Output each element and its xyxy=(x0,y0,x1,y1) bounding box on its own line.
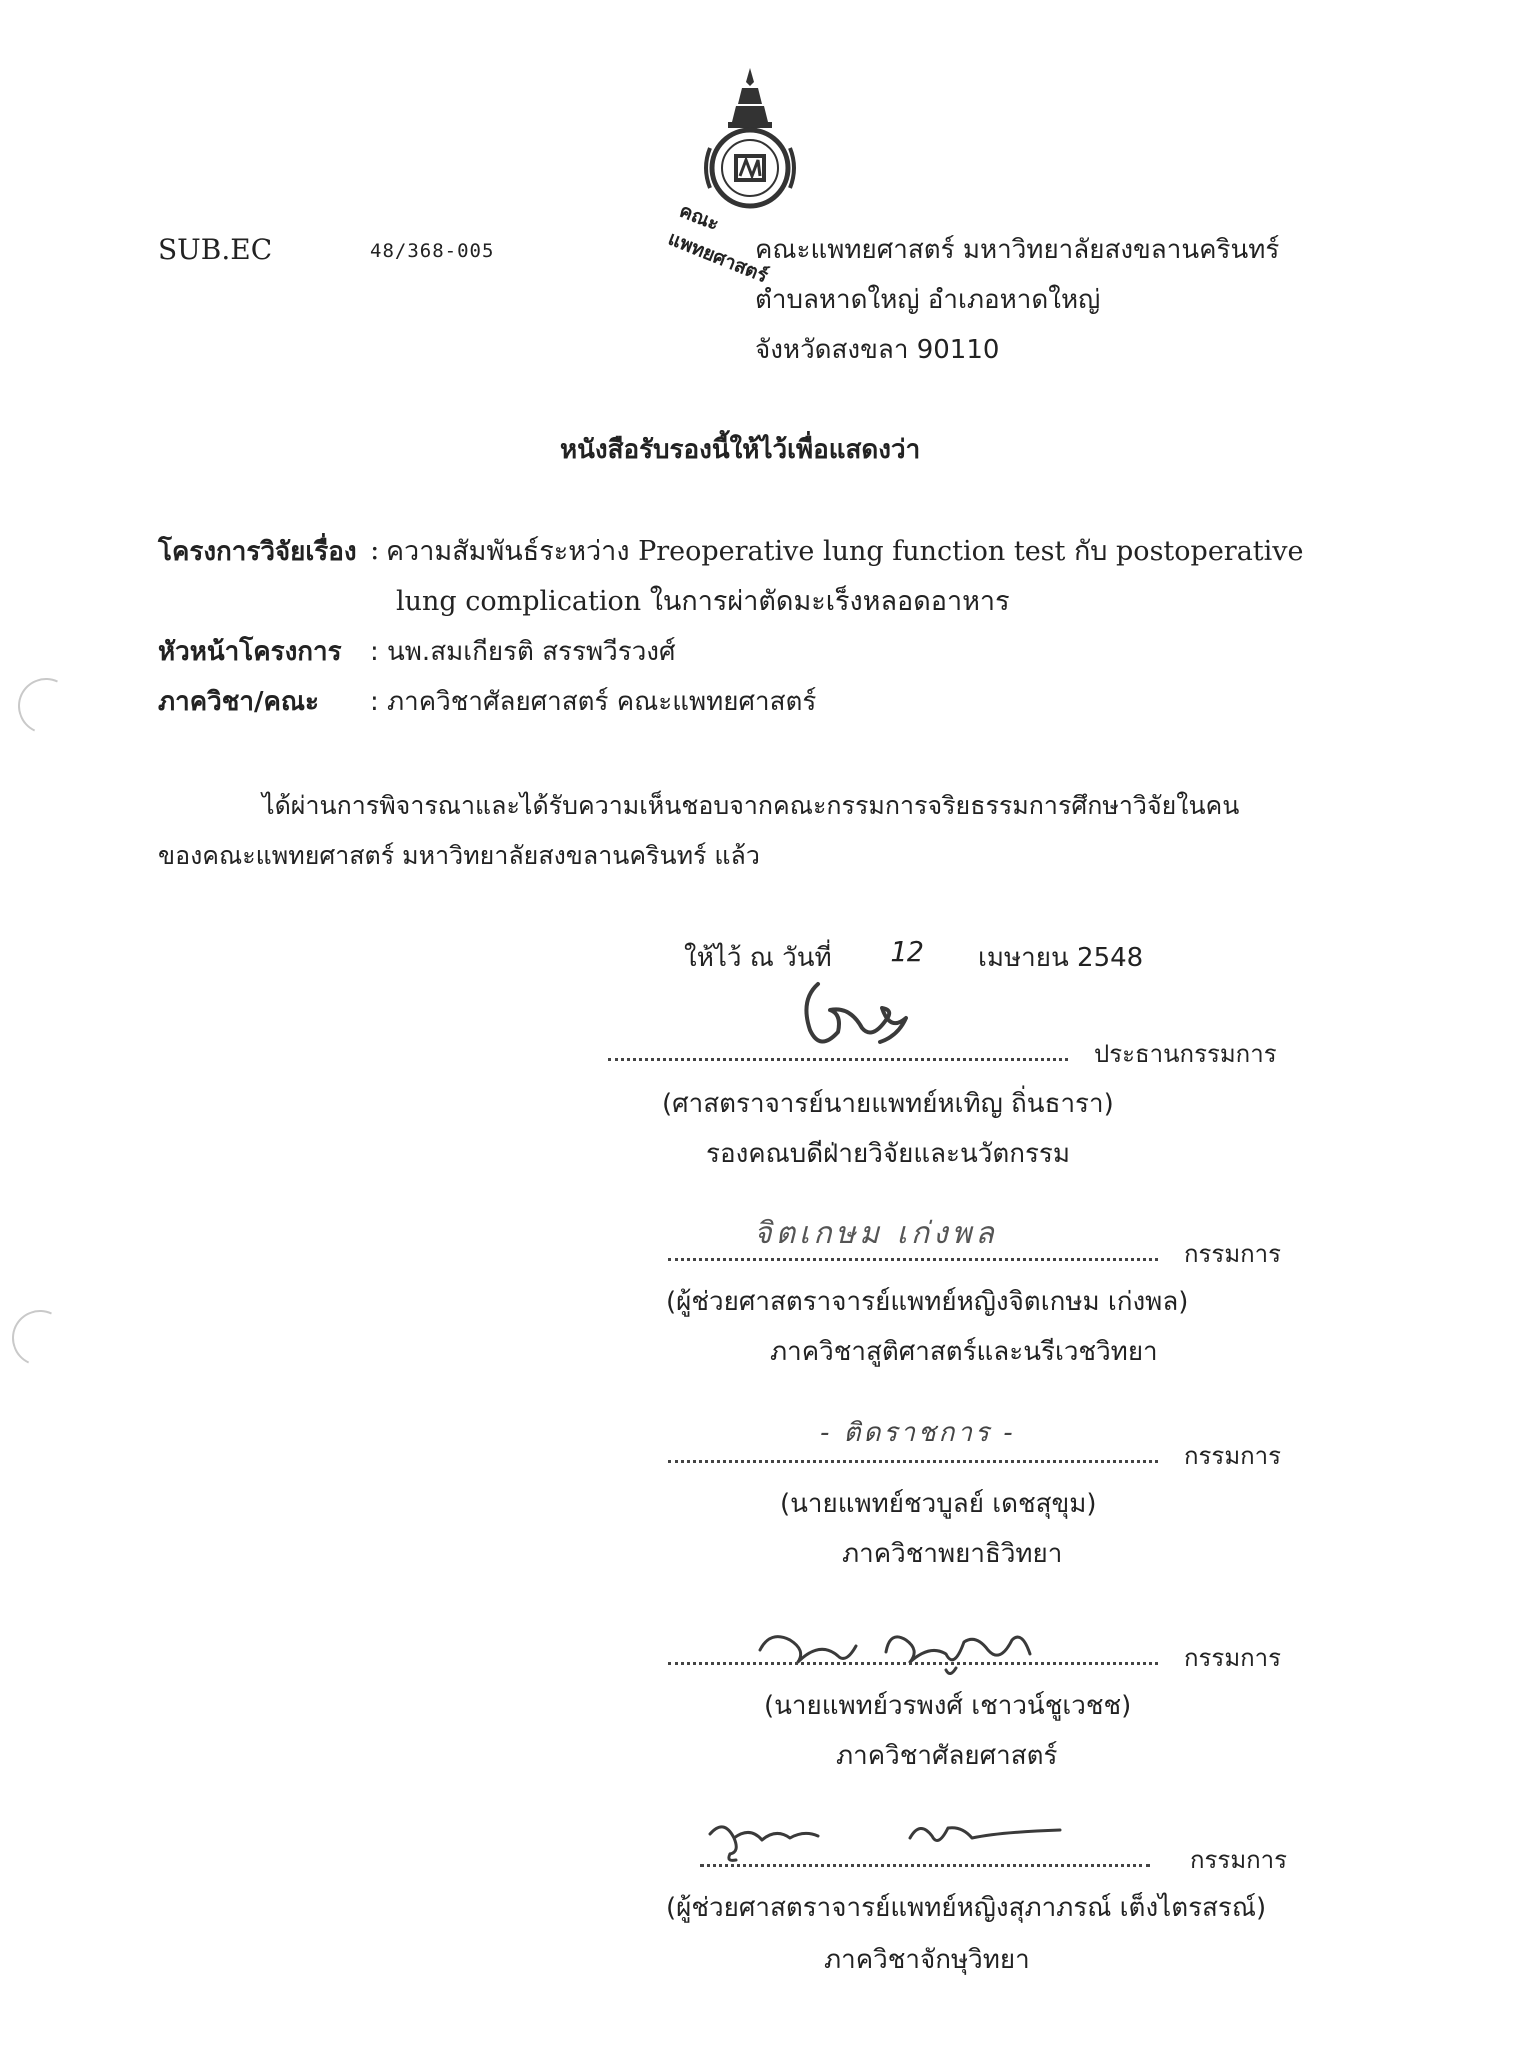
statement-line2: ของคณะแพทยศาสตร์ มหาวิทยาลัยสงขลานครินทร์ แล้ว xyxy=(158,841,760,870)
project-head-value: : นพ.สมเกียรติ สรรพวีรวงศ์ xyxy=(370,637,676,667)
signature-line xyxy=(668,1662,1158,1665)
signatory-position: ภาควิชาศัลยศาสตร์ xyxy=(836,1741,1058,1771)
document-title: หนังสือรับรองนี้ให้ไว้เพื่อแสดงว่า xyxy=(560,435,921,465)
signatory-name: (ศาสตราจารย์นายแพทย์หเทิญ ถิ่นธารา) xyxy=(662,1089,1114,1119)
project-head-label: หัวหน้าโครงการ xyxy=(158,637,342,667)
handwritten-note: - ติดราชการ - xyxy=(820,1418,1016,1448)
signatory-role: กรรมการ xyxy=(1184,1240,1282,1268)
punch-hole-mark xyxy=(10,670,82,742)
project-title-line1: ความสัมพันธ์ระหว่าง Preoperative lung function test กับ postoperative xyxy=(386,536,1304,567)
date-month-year: เมษายน 2548 xyxy=(978,943,1144,973)
handwritten-signature: จิตเกษม เก่งพล xyxy=(754,1216,998,1251)
signature-line xyxy=(668,1460,1158,1463)
date-prefix: ให้ไว้ ณ วันที่ xyxy=(684,943,832,973)
faculty-logo xyxy=(665,60,820,288)
address-block xyxy=(755,232,1279,368)
signatory-position: ภาควิชาจักษุวิทยา xyxy=(824,1945,1030,1975)
signatory-role: กรรมการ xyxy=(1184,1442,1282,1470)
project-dept-value: : ภาควิชาศัลยศาสตร์ คณะแพทยศาสตร์ xyxy=(370,687,817,717)
handwritten-signature xyxy=(750,1610,1070,1680)
signatory-name: (นายแพทย์วรพงศ์ เชาวน์ชูเวชช) xyxy=(764,1691,1132,1721)
project-title-line2: lung complication ในการผ่าตัดมะเร็งหลอดอาหาร xyxy=(396,586,1010,617)
punch-hole-mark xyxy=(4,1302,76,1374)
signatory-name: (ผู้ช่วยศาสตราจารย์แพทย์หญิงจิตเกษม เก่งพล) xyxy=(666,1287,1189,1317)
signatory-position: ภาควิชาพยาธิวิทยา xyxy=(842,1539,1063,1569)
signatory-position: ภาควิชาสูติศาสตร์และนรีเวชวิทยา xyxy=(770,1337,1158,1367)
signatory-position: รองคณบดีฝ่ายวิจัยและนวัตกรรม xyxy=(706,1139,1071,1169)
signature-line xyxy=(668,1258,1158,1261)
ref-number: 48/368-005 xyxy=(370,240,495,262)
signatory-name: (นายแพทย์ชวบูลย์ เดชสุขุม) xyxy=(780,1489,1097,1519)
project-dept-label: ภาควิชา/คณะ xyxy=(158,687,319,717)
signatory-role: กรรมการ xyxy=(1184,1644,1282,1672)
signatory-role: กรรมการ xyxy=(1190,1846,1288,1874)
address-line: คณะแพทยศาสตร์ มหาวิทยาลัยสงขลานครินทร์ xyxy=(755,235,1280,265)
handwritten-signature xyxy=(790,970,930,1060)
logo-arc-text: คณะแพทยศาสตร์ xyxy=(665,199,771,288)
address-line: จังหวัดสงขลา 90110 xyxy=(755,335,1000,365)
project-label: โครงการวิจัยเรื่อง xyxy=(158,537,357,567)
address-line: ตำบลหาดใหญ่ อำเภอหาดใหญ่ xyxy=(755,285,1101,315)
project-colon: : xyxy=(370,533,380,566)
handwritten-signature xyxy=(700,1808,1100,1868)
ref-code: SUB.EC xyxy=(158,233,273,266)
statement-line1: ได้ผ่านการพิจารณาและได้รับความเห็นชอบจากคณะกรรมการจริยธรรมการศึกษาวิจัยในคน xyxy=(262,791,1240,820)
date-day: 12 xyxy=(890,935,924,968)
signatory-role: ประธานกรรมการ xyxy=(1094,1040,1277,1068)
signature-line xyxy=(700,1864,1150,1867)
signature-line xyxy=(608,1058,1068,1061)
signatory-name: (ผู้ช่วยศาสตราจารย์แพทย์หญิงสุภาภรณ์ เต็งไตรสรณ์) xyxy=(666,1893,1267,1923)
